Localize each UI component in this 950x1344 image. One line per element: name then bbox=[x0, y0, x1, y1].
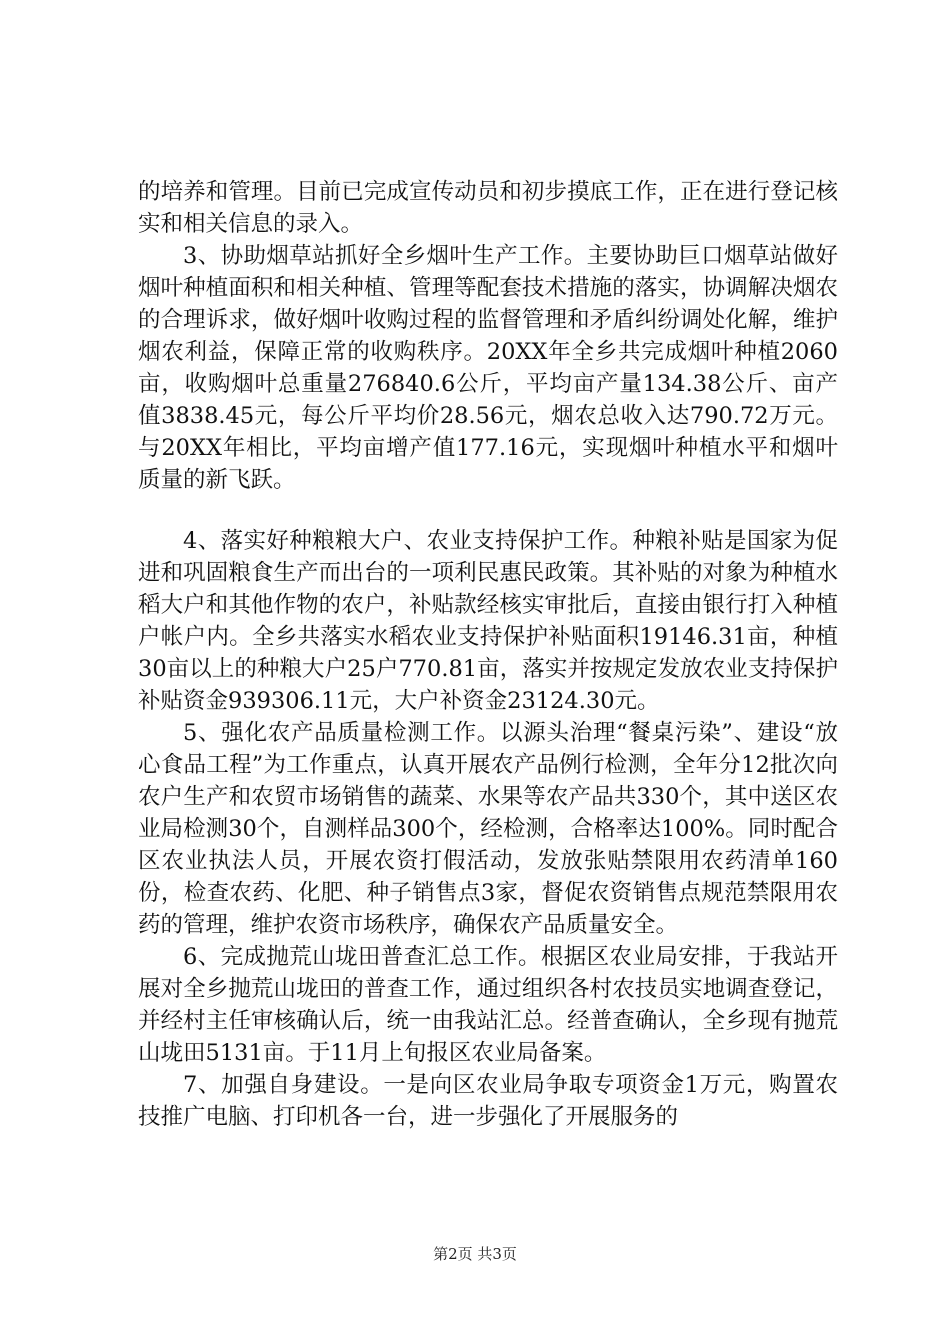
document-body bbox=[138, 176, 838, 1133]
paragraph-tobacco-production: 3、协助烟草站抓好全乡烟叶生产工作。主要协助巨口烟草站做好烟叶种植面积和相关种植、管理等配套技术措施的落实，协调解决烟农的合理诉求，做好烟叶收购过程的监督管理和矛盾纠纷调处化解，维护烟农利益，保障正常的收购秩序。20XX年全乡共完成烟叶种植2060亩，收购烟叶总重量276840.6公斤，平均亩产量134.38公斤、亩产值3838.45元，每公斤平均价28.56元，烟农总收入达790.72万元。与20XX年相比，平均亩增产值177.16元，实现烟叶种植水平和烟叶质量的新飞跃。 bbox=[138, 243, 838, 493]
paragraph-quality-testing: 5、强化农产品质量检测工作。以源头治理“餐桌污染”、建设“放心食品工程”为工作重点，认真开展农产品例行检测，全年分12批次向农户生产和农贸市场销售的蔬菜、水果等农产品共330个，其中送区农业局检测30个，自测样品300个，经检测，合格率达100%。同时配合区农业执法人员，开展农资打假活动，发放张贴禁限用农药清单160份，检查农药、化肥、种子销售点3家，督促农资销售点规范禁限用农药的管理，维护农资市场秩序，确保农产品质量安全。 bbox=[138, 720, 838, 938]
page-number-footer: 第2页 共3页 bbox=[433, 1245, 517, 1263]
paragraph-self-construction: 7、加强自身建设。一是向区农业局争取专项资金1万元，购置农技推广电脑、打印机各一台，进一步强化了开展服务的 bbox=[138, 1072, 838, 1130]
paragraph-abandoned-land-survey: 6、完成抛荒山垅田普查汇总工作。根据区农业局安排，于我站开展对全乡抛荒山垅田的普查工作，通过组织各村农技员实地调查登记，并经村主任审核确认后，统一由我站汇总。经普查确认，全乡现有抛荒山垅田5131亩。于11月上旬报区农业局备案。 bbox=[138, 944, 838, 1066]
paragraph-continuation: 的培养和管理。目前已完成宣传动员和初步摸底工作，正在进行登记核实和相关信息的录入。 bbox=[138, 179, 838, 237]
paragraph-grain-subsidy: 4、落实好种粮粮大户、农业支持保护工作。种粮补贴是国家为促进和巩固粮食生产而出台的一项利民惠民政策。其补贴的对象为种植水稻大户和其他作物的农户，补贴款经核实审批后，直接由银行打入种植户帐户内。全乡共落实水稻农业支持保护补贴面积19146.31亩，种植30亩以上的种粮大户25户770.81亩，落实并按规定发放农业支持保护补贴资金939306.11元，大户补资金23124.30元。 bbox=[138, 528, 838, 714]
